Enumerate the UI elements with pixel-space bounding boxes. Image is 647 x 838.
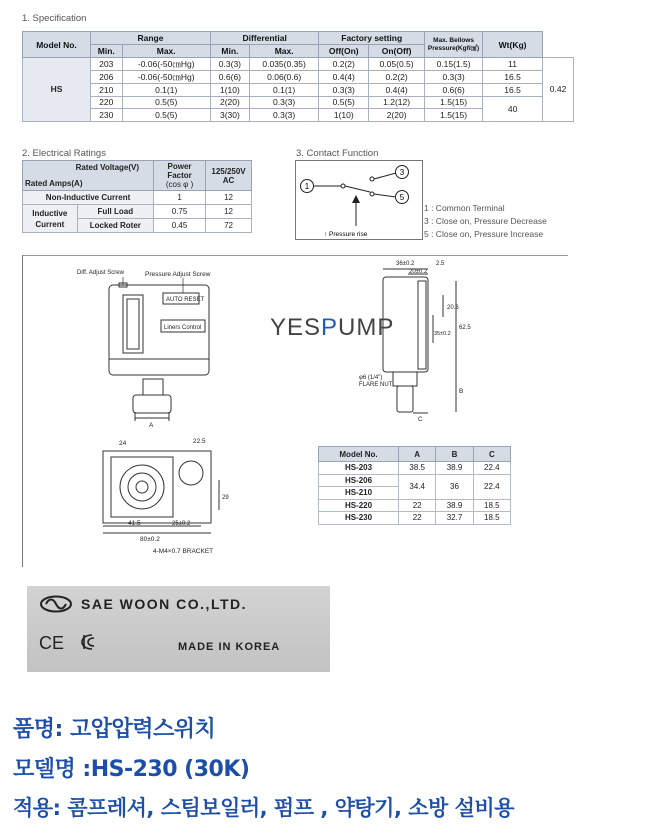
model-cell: 210 [91,84,123,97]
dim-model-cell: HS-206 [319,474,399,487]
range-min-cell: -0.06(-50㎝Hg) [122,71,210,84]
dimensions-table [318,446,511,525]
wire-5 [374,194,396,197]
watermark: YESPUMP [270,314,395,341]
range-max-cell: 1(10) [210,84,249,97]
nameplate [27,586,330,672]
switch-arm [345,186,370,192]
top-view [103,451,219,533]
pressure-adjust-label: Pressure Adjust Screw [145,271,211,278]
dim-c-cell: 18.5 [473,499,510,512]
full-load-label: Full Load [77,205,153,219]
range-min-cell: 0.1(1) [122,84,210,97]
front-view [109,283,209,421]
bellows-cell: 16.5 [483,84,543,97]
dim-29-label: 29 [222,495,229,501]
side-fitting [393,372,417,386]
diff-min-header: Min. [210,45,249,58]
pf-cell: 0.75 [154,205,206,219]
terminal-1-label: 1 [304,182,310,191]
range-max-cell: 0.3(3) [210,58,249,71]
pf-cell: 0.45 [154,219,206,233]
product-usage: 적용: 콤프레셔, 스팀보일러, 펌프 , 약탕기, 소방 설비용 [13,796,514,820]
dim-model-cell: HS-220 [319,499,399,512]
bellows-cell: 40 [483,96,543,121]
pressure-rise-label: ↑ Pressure rise [324,231,368,238]
range-max-cell: 0.6(6) [210,71,249,84]
contact-5-point [370,192,374,196]
range-min-cell: -0.06(-50㎝Hg) [122,58,210,71]
contact-3-point [370,177,374,181]
table-row [319,462,511,475]
product-name: 품명: 고압압력스위치 [13,717,216,742]
range-min-cell: 0.5(5) [122,96,210,109]
made-in-label: MADE IN KOREA [178,641,281,653]
auto-reset-label: AUTO RESET [166,297,205,303]
dim-b-cell: 38.9 [436,462,473,475]
legend-5: 5 : Close on, Pressure Increase [424,229,544,239]
max-bellows-header: Max. Bellows Pressure(Kgf/㎠) [425,32,483,58]
weight-cell: 0.42 [543,58,574,122]
model-cell: 206 [91,71,123,84]
model-cell: 230 [91,109,123,122]
rated-voltage-label: Rated Voltage(V) [75,163,140,172]
differential-header: Differential [210,32,318,45]
dim-80-label: 80±0.2 [140,536,160,543]
diff-min-cell: 0.3(3) [249,96,318,109]
product-model: 모델명 :HS-230 (30K) [13,757,250,782]
flare-nut-label-1: φ6 (1/4") [359,375,383,381]
diff-max-cell: 1(10) [319,109,369,122]
table-row [23,71,574,84]
contact-diagram [295,160,423,240]
table-row [23,191,252,205]
side-nut [397,386,413,412]
power-factor-header: Power Factor (cos φ ) [154,161,206,191]
pressure-arrow-head [352,195,360,203]
top-knob [179,461,203,485]
on-off-cell: 1.5(15) [425,96,483,109]
dim-a-cell: 38.5 [399,462,436,475]
diff-max-cell: 0.5(5) [319,96,369,109]
dim-c-header: C [473,447,510,462]
dim-b-cell: 32.7 [436,512,473,525]
dim-b-header: B [436,447,473,462]
diff-max-cell: 0.3(3) [319,84,369,97]
dim-c-cell: 18.5 [473,512,510,525]
off-on-cell: 0.4(4) [369,84,425,97]
diff-min-cell: 0.035(0.35) [249,58,318,71]
model-no-header: Model No. [23,32,91,58]
voltage-header: 125/250V AC [206,161,252,191]
diff-adjust-label: Diff. Adjust Screw [77,270,124,276]
electrical-table [22,160,252,233]
legend-1: 1 : Common Terminal [424,203,505,213]
dim-b-cell: 38.9 [436,499,473,512]
dim-35-label: 35±0.2 [434,331,451,337]
range-max-header: Max. [122,45,210,58]
dim-model-cell: HS-203 [319,462,399,475]
top-dial-center [136,481,148,493]
dim-225-label: 22.5 [193,438,206,445]
fitting-body [133,395,171,413]
model-cell: 203 [91,58,123,71]
kc-mark-icon [79,632,97,652]
amps-cell: 72 [206,219,252,233]
model-cell: 220 [91,96,123,109]
diff-max-cell: 0.4(4) [319,71,369,84]
dim-model-cell: HS-230 [319,512,399,525]
range-header: Range [91,32,211,45]
dim-25b-label: 25±0.2 [172,521,191,527]
on-off-header: On(Off) [369,45,425,58]
off-on-cell: 2(20) [369,109,425,122]
diff-max-cell: 0.2(2) [319,58,369,71]
electrical-title: 2. Electrical Ratings [22,148,106,159]
dim-c-label: C [418,416,423,423]
range-max-cell: 3(30) [210,109,249,122]
specification-table [22,31,574,122]
factory-setting-header: Factory setting [319,32,425,45]
bellows-cell: 16.5 [483,71,543,84]
range-min-cell: 0.5(5) [122,109,210,122]
diff-min-cell: 0.06(0.6) [249,71,318,84]
amps-cell: 12 [206,191,252,205]
off-on-cell: 0.05(0.5) [369,58,425,71]
contact-title: 3. Contact Function [296,148,379,159]
table-row [23,96,574,109]
diff-max-header: Max. [249,45,318,58]
body-window-inner [127,299,139,349]
dim-a-label: A [149,422,154,429]
dim-a-cell: 34.4 [399,474,436,499]
terminal-5-label: 5 [399,193,405,202]
dim-20-label: 20±0.2 [409,269,428,275]
off-on-header: Off(On) [319,45,369,58]
dim-a-header: A [399,447,436,462]
dim-24-label: 24 [119,440,127,447]
pivot-contact [341,184,345,188]
brand-logo-icon [39,595,73,613]
table-row [23,84,574,97]
range-max-cell: 2(20) [210,96,249,109]
dim-b-label: B [459,388,464,395]
dim-a-cell: 22 [399,512,436,525]
body-window [123,295,143,353]
dim-b-cell: 36 [436,474,473,499]
off-on-cell: 1.2(12) [369,96,425,109]
rated-amps-label: Rated Amps(A) [25,179,83,188]
brand-name: SAE WOON CO.,LTD. [81,596,248,612]
range-min-header: Min. [91,45,123,58]
inductive-label: Inductive Current [23,205,78,233]
top-dial-outer [120,465,164,509]
on-off-cell: 0.3(3) [425,71,483,84]
dim-model-cell: HS-210 [319,487,399,500]
specification-title: 1. Specification [22,13,87,24]
dim-36-label: 36±0.2 [396,261,415,267]
ce-mark-icon: CE [39,633,65,653]
amps-cell: 12 [206,205,252,219]
on-off-cell: 0.6(6) [425,84,483,97]
table-row [23,205,252,219]
on-off-cell: 1.5(15) [425,109,483,122]
wire-3 [374,173,396,179]
diff-min-cell: 0.1(1) [249,84,318,97]
dim-625-label: 62.5 [459,325,471,331]
diff-min-cell: 0.3(3) [249,109,318,122]
table-row [319,499,511,512]
side-bracket [418,281,426,369]
bellows-cell: 11 [483,58,543,71]
pf-cell: 1 [154,191,206,205]
legend-3: 3 : Close on, Pressure Decrease [424,216,547,226]
dim-25-label: 2.5 [436,261,445,267]
dim-206-label: 20.6 [447,305,459,311]
model-prefix: HS [23,58,91,122]
flare-nut-label-2: FLARE NUT [359,382,393,388]
dim-model-header: Model No. [319,447,399,462]
table-row [23,58,574,71]
terminal-3-label: 3 [399,168,405,177]
non-inductive-label: Non-Inductive Current [23,191,154,205]
contact-svg [296,161,424,241]
liners-control-label: Liners Control [164,325,202,331]
bracket-label: 4-M4×0.7 BRACKET [153,548,214,555]
dim-c-cell: 22.4 [473,462,510,475]
fitting-hex [143,379,163,395]
dim-a-cell: 22 [399,499,436,512]
table-row [319,474,511,487]
weight-header: Wt(Kg) [483,32,543,58]
dim-415-label: 41.5 [128,520,141,527]
locked-rotor-label: Locked Roter [77,219,153,233]
top-dial-inner [128,473,156,501]
table-row [319,512,511,525]
dim-c-cell: 22.4 [473,474,510,499]
on-off-cell: 0.15(1.5) [425,58,483,71]
rated-header [23,161,154,191]
off-on-cell: 0.2(2) [369,71,425,84]
